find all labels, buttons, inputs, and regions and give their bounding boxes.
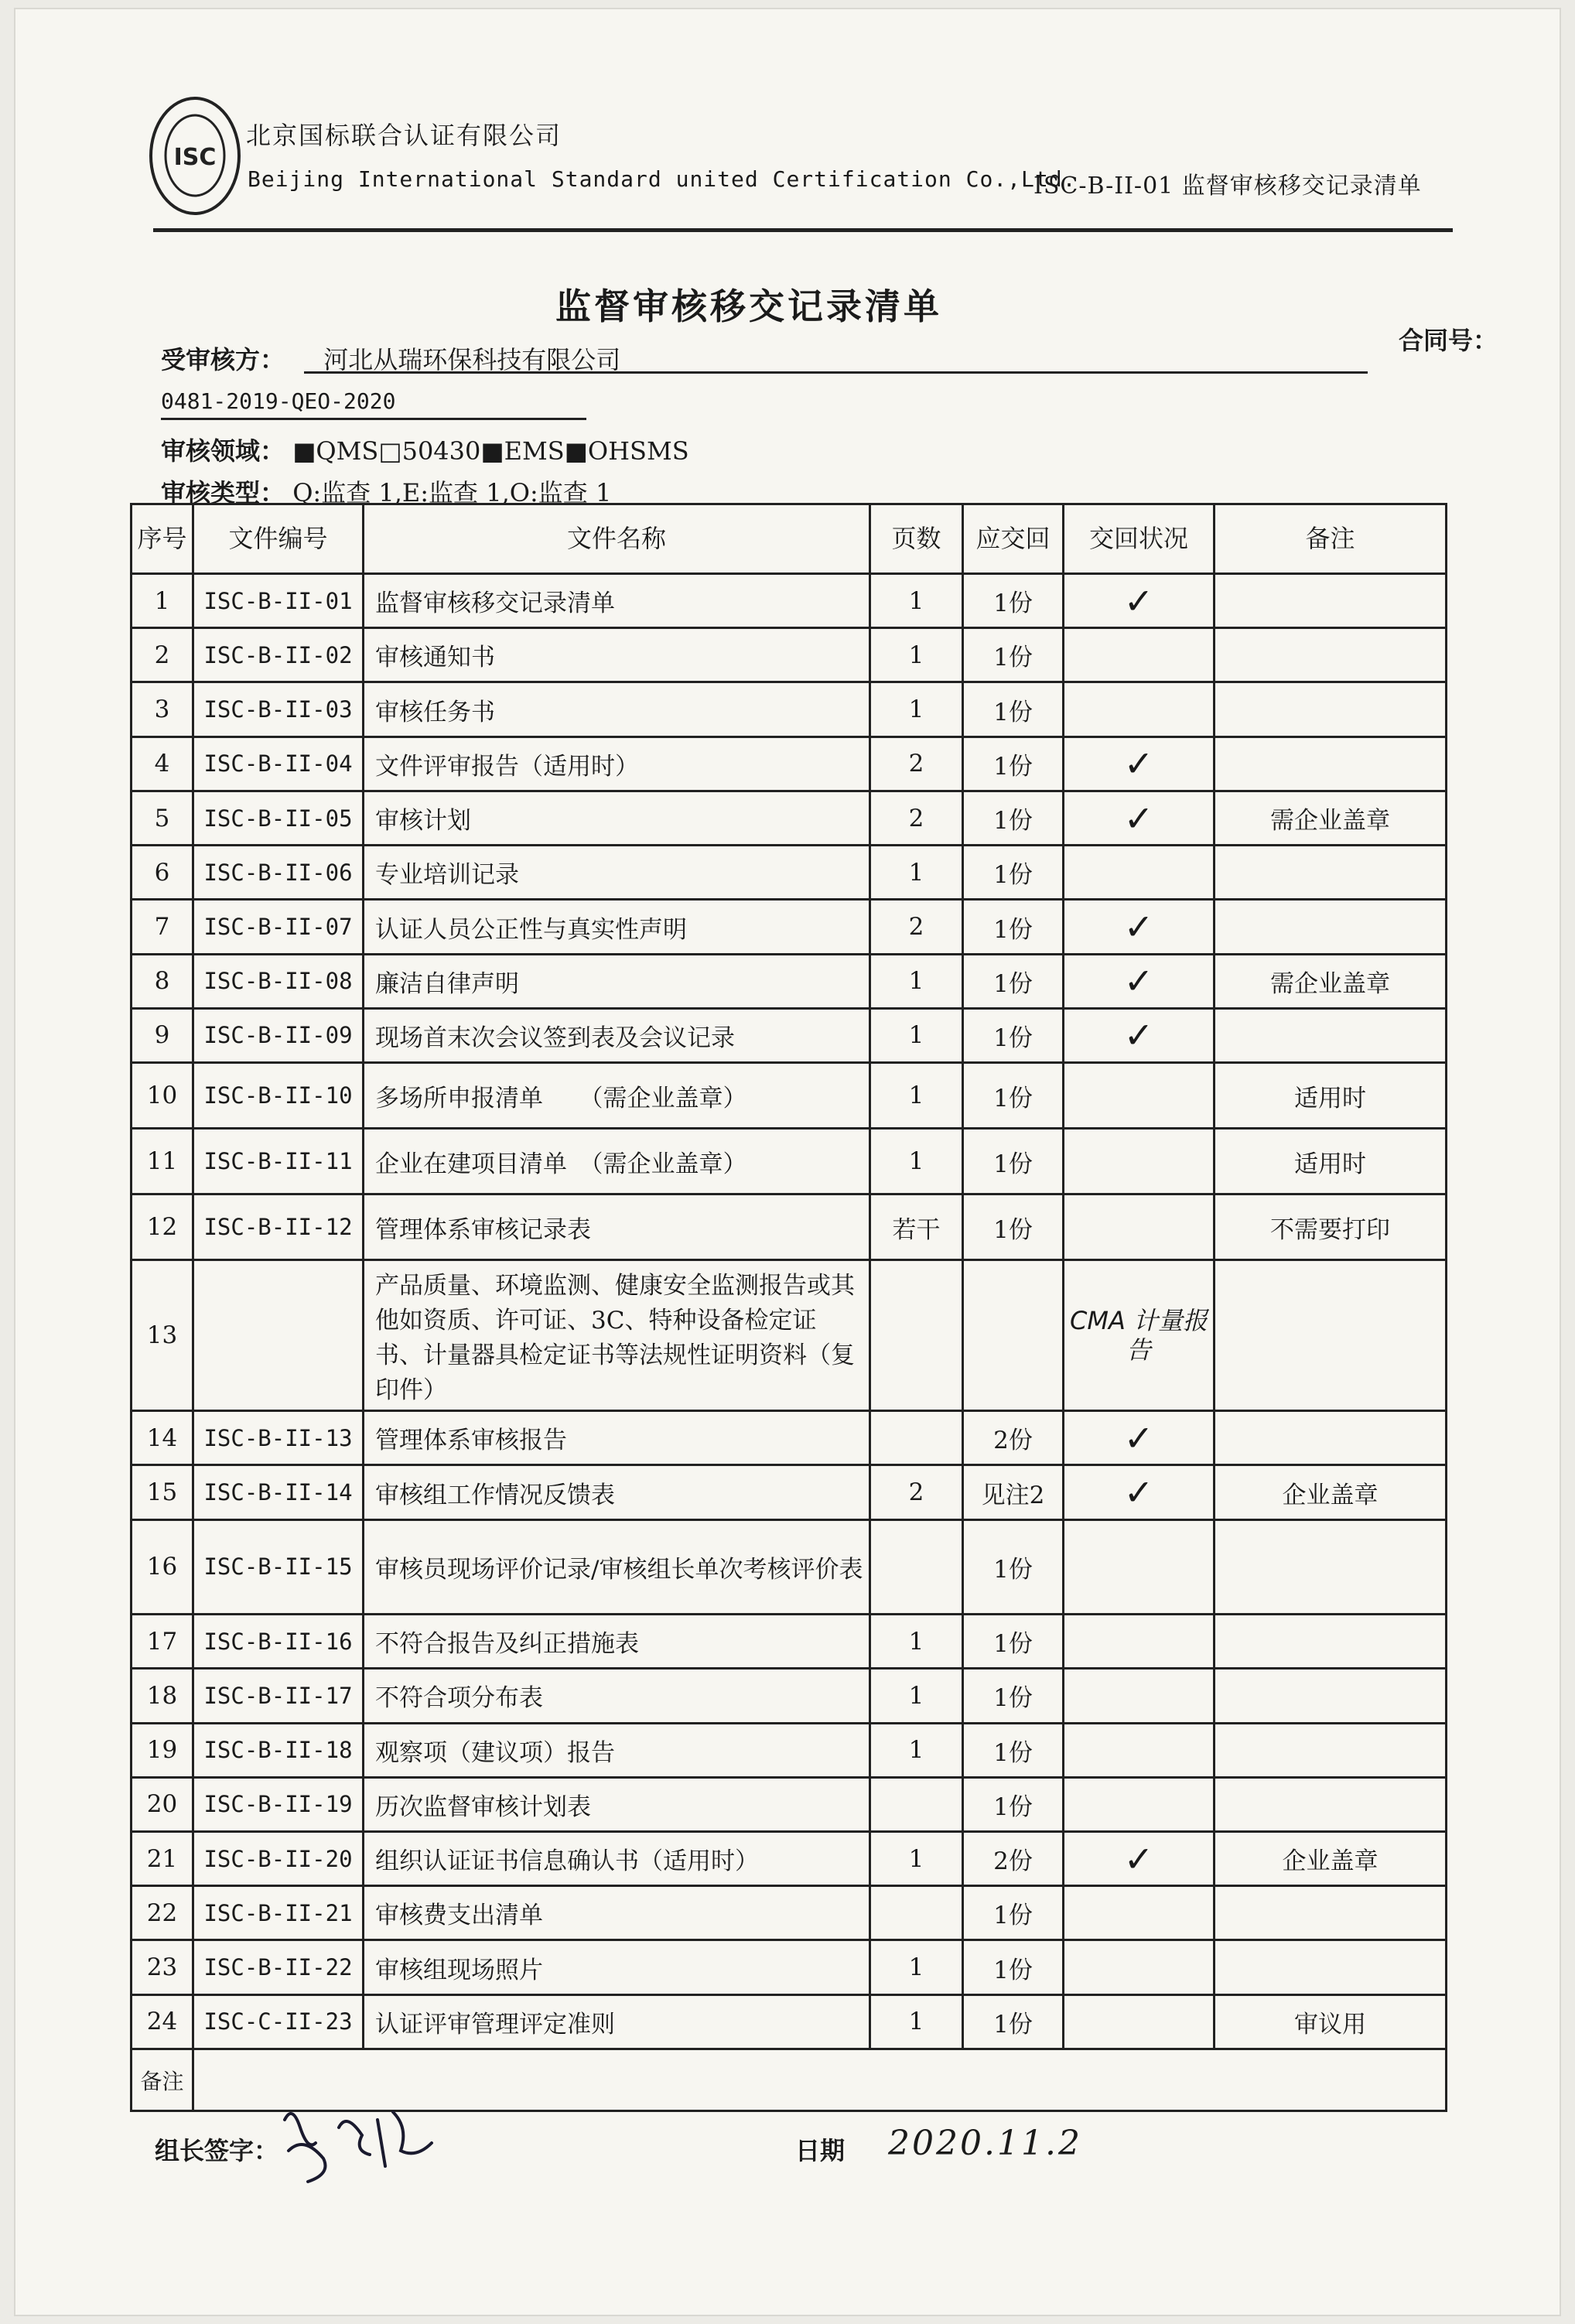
cell-remark — [1215, 1940, 1447, 1994]
header-divider — [153, 228, 1453, 232]
cell-status — [1064, 1886, 1215, 1940]
cell-pages: 2 — [870, 737, 963, 791]
cell-status: ✓ — [1064, 1411, 1215, 1465]
contract-underline — [161, 418, 586, 420]
table-row — [132, 1008, 1447, 1062]
cell-remark — [1215, 1615, 1447, 1669]
cell-no: 4 — [132, 737, 193, 791]
logo-text: ISC — [173, 144, 217, 171]
cell-remark — [1215, 1519, 1447, 1614]
cell-no: 2 — [132, 628, 193, 682]
cell-copies: 1份 — [963, 1008, 1064, 1062]
cell-status: ✓ — [1064, 1465, 1215, 1519]
cell-code: ISC-B-II-18 — [193, 1723, 364, 1777]
cell-name: 管理体系审核记录表 — [364, 1194, 870, 1260]
cell-no: 19 — [132, 1723, 193, 1777]
cell-code: ISC-B-II-16 — [193, 1615, 364, 1669]
cell-remark: 不需要打印 — [1215, 1194, 1447, 1260]
notes-label: 备注 — [132, 2049, 193, 2111]
header-copies: 应交回 — [963, 504, 1064, 574]
cell-status: ✓ — [1064, 791, 1215, 845]
header-remark: 备注 — [1215, 504, 1447, 574]
cell-copies: 2份 — [963, 1411, 1064, 1465]
cell-remark — [1215, 682, 1447, 737]
cell-name: 监督审核移交记录清单 — [364, 574, 870, 628]
cell-code — [193, 1260, 364, 1411]
cell-copies: 1份 — [963, 1994, 1064, 2049]
cell-remark — [1215, 846, 1447, 900]
date-value: 2020.11.2 — [888, 2124, 1082, 2163]
cell-copies: 见注2 — [963, 1465, 1064, 1519]
audit-field-row — [161, 432, 689, 467]
cell-pages: 1 — [870, 1008, 963, 1062]
cell-no: 5 — [132, 791, 193, 845]
cell-pages: 1 — [870, 574, 963, 628]
cell-copies: 1份 — [963, 1194, 1064, 1260]
cell-status: ✓ — [1064, 574, 1215, 628]
cell-status — [1064, 1129, 1215, 1194]
cell-no: 18 — [132, 1669, 193, 1723]
cell-code: ISC-B-II-14 — [193, 1465, 364, 1519]
cell-copies: 1份 — [963, 682, 1064, 737]
cell-copies: 1份 — [963, 900, 1064, 954]
cell-no: 14 — [132, 1411, 193, 1465]
table-row — [132, 628, 1447, 682]
table-row — [132, 1129, 1447, 1194]
cell-code: ISC-B-II-08 — [193, 954, 364, 1008]
table-row — [132, 682, 1447, 737]
cell-status — [1064, 1669, 1215, 1723]
cell-code: ISC-B-II-09 — [193, 1008, 364, 1062]
cell-name: 认证人员公正性与真实性声明 — [364, 900, 870, 954]
cell-name: 现场首末次会议签到表及会议记录 — [364, 1008, 870, 1062]
cell-remark — [1215, 628, 1447, 682]
cell-name: 观察项（建议项）报告 — [364, 1723, 870, 1777]
contract-value: 0481-2019-QEO-2020 — [161, 388, 396, 414]
cell-remark: 适用时 — [1215, 1063, 1447, 1129]
cell-status — [1064, 1994, 1215, 2049]
cell-copies: 1份 — [963, 846, 1064, 900]
cell-no: 12 — [132, 1194, 193, 1260]
company-name-en: Beijing International Standard united Certification Co.,Ltd. — [248, 166, 1077, 192]
cell-remark — [1215, 1260, 1447, 1411]
cell-copies: 1份 — [963, 791, 1064, 845]
cell-status — [1064, 1777, 1215, 1831]
cell-status — [1064, 1063, 1215, 1129]
cell-no: 10 — [132, 1063, 193, 1129]
cell-remark: 企业盖章 — [1215, 1465, 1447, 1519]
table-row — [132, 1777, 1447, 1831]
table-row — [132, 1940, 1447, 1994]
cell-no: 9 — [132, 1008, 193, 1062]
cell-no: 16 — [132, 1519, 193, 1614]
table-row — [132, 1063, 1447, 1129]
cell-status — [1064, 1723, 1215, 1777]
cell-copies: 1份 — [963, 628, 1064, 682]
cell-name: 管理体系审核报告 — [364, 1411, 870, 1465]
header-pages: 页数 — [870, 504, 963, 574]
table-row — [132, 1615, 1447, 1669]
transfer-record-table — [130, 503, 1447, 2112]
cell-pages — [870, 1411, 963, 1465]
cell-status — [1064, 1615, 1215, 1669]
table-row — [132, 846, 1447, 900]
header-status: 交回状况 — [1064, 504, 1215, 574]
cell-name: 组织认证证书信息确认书（适用时） — [364, 1832, 870, 1886]
table-row — [132, 1832, 1447, 1886]
cell-copies: 1份 — [963, 1777, 1064, 1831]
cell-code: ISC-B-II-11 — [193, 1129, 364, 1194]
cell-no: 1 — [132, 574, 193, 628]
cell-pages — [870, 1519, 963, 1614]
cell-remark — [1215, 737, 1447, 791]
cell-name: 不符合项分布表 — [364, 1669, 870, 1723]
cell-pages — [870, 1777, 963, 1831]
table-row — [132, 1886, 1447, 1940]
table-row — [132, 1260, 1447, 1411]
cell-no: 21 — [132, 1832, 193, 1886]
cell-remark: 审议用 — [1215, 1994, 1447, 2049]
cell-no: 7 — [132, 900, 193, 954]
cell-remark — [1215, 1723, 1447, 1777]
cell-pages: 1 — [870, 1063, 963, 1129]
cell-pages: 2 — [870, 791, 963, 845]
cell-pages: 2 — [870, 900, 963, 954]
cell-pages: 1 — [870, 682, 963, 737]
cell-remark — [1215, 1008, 1447, 1062]
cell-status: ✓ — [1064, 954, 1215, 1008]
cell-status: ✓ — [1064, 1832, 1215, 1886]
table-row — [132, 737, 1447, 791]
cell-name: 审核组现场照片 — [364, 1940, 870, 1994]
cell-copies: 1份 — [963, 1886, 1064, 1940]
table-row — [132, 1669, 1447, 1723]
cell-code: ISC-B-II-10 — [193, 1063, 364, 1129]
cell-copies: 1份 — [963, 954, 1064, 1008]
document-title: 监督审核移交记录清单 — [555, 285, 942, 327]
auditee-underline — [304, 371, 1368, 374]
cell-code: ISC-B-II-12 — [193, 1194, 364, 1260]
cell-code: ISC-B-II-15 — [193, 1519, 364, 1614]
table-row — [132, 1194, 1447, 1260]
table-row — [132, 1465, 1447, 1519]
cell-no: 8 — [132, 954, 193, 1008]
table-row — [132, 791, 1447, 845]
cell-name: 历次监督审核计划表 — [364, 1777, 870, 1831]
cell-remark — [1215, 1886, 1447, 1940]
company-name-cn: 北京国标联合认证有限公司 — [246, 121, 562, 150]
cell-name: 审核员现场评价记录/审核组长单次考核评价表 — [364, 1519, 870, 1614]
cell-name: 不符合报告及纠正措施表 — [364, 1615, 870, 1669]
cell-copies: 1份 — [963, 1519, 1064, 1614]
cell-code: ISC-B-II-20 — [193, 1832, 364, 1886]
cell-code: ISC-B-II-07 — [193, 900, 364, 954]
table-row — [132, 900, 1447, 954]
contract-label: 合同号： — [1399, 326, 1498, 355]
table-row — [132, 1994, 1447, 2049]
cell-pages: 1 — [870, 1723, 963, 1777]
cell-code: ISC-B-II-17 — [193, 1669, 364, 1723]
cell-status — [1064, 1519, 1215, 1614]
cell-copies: 1份 — [963, 1129, 1064, 1194]
table-row — [132, 1519, 1447, 1614]
cell-remark — [1215, 900, 1447, 954]
cell-code: ISC-C-II-23 — [193, 1994, 364, 2049]
cell-no: 6 — [132, 846, 193, 900]
cell-no: 15 — [132, 1465, 193, 1519]
header-code: 文件编号 — [193, 504, 364, 574]
cell-status — [1064, 628, 1215, 682]
cell-no: 17 — [132, 1615, 193, 1669]
table-row — [132, 1723, 1447, 1777]
table-header-row — [132, 504, 1447, 574]
cell-pages: 1 — [870, 1615, 963, 1669]
cell-status: ✓ — [1064, 1008, 1215, 1062]
cell-code: ISC-B-II-21 — [193, 1886, 364, 1940]
cell-name: 审核任务书 — [364, 682, 870, 737]
table-row — [132, 574, 1447, 628]
cell-status — [1064, 1940, 1215, 1994]
cell-copies: 1份 — [963, 574, 1064, 628]
cell-remark: 适用时 — [1215, 1129, 1447, 1194]
cell-status — [1064, 1194, 1215, 1260]
cell-remark — [1215, 574, 1447, 628]
document-page — [14, 8, 1561, 2316]
cell-no: 22 — [132, 1886, 193, 1940]
cell-pages: 1 — [870, 1940, 963, 1994]
cell-remark: 需企业盖章 — [1215, 954, 1447, 1008]
cell-status — [1064, 846, 1215, 900]
cell-code: ISC-B-II-22 — [193, 1940, 364, 1994]
cell-remark — [1215, 1669, 1447, 1723]
cell-name: 多场所申报清单 （需企业盖章） — [364, 1063, 870, 1129]
cell-code: ISC-B-II-05 — [193, 791, 364, 845]
cell-status — [1064, 682, 1215, 737]
cell-remark — [1215, 1777, 1447, 1831]
cell-copies: 1份 — [963, 1723, 1064, 1777]
cell-name: 专业培训记录 — [364, 846, 870, 900]
cell-no: 20 — [132, 1777, 193, 1831]
cell-remark — [1215, 1411, 1447, 1465]
cell-copies: 1份 — [963, 1669, 1064, 1723]
form-code: ISC-B-II-01 监督审核移交记录清单 — [1033, 173, 1422, 200]
cell-name: 审核组工作情况反馈表 — [364, 1465, 870, 1519]
audit-type-value: Q:监查 1,E:监查 1,O:监查 1 — [292, 478, 612, 508]
cell-pages: 1 — [870, 1129, 963, 1194]
cell-pages: 1 — [870, 1832, 963, 1886]
cell-no: 24 — [132, 1994, 193, 2049]
cell-name: 审核计划 — [364, 791, 870, 845]
cell-code: ISC-B-II-04 — [193, 737, 364, 791]
cell-code: ISC-B-II-02 — [193, 628, 364, 682]
cell-pages: 若干 — [870, 1194, 963, 1260]
cell-status: CMA 计量报告 — [1064, 1260, 1215, 1411]
cell-name: 认证评审管理评定准则 — [364, 1994, 870, 2049]
table-row — [132, 1411, 1447, 1465]
auditee-label: 受审核方： — [161, 345, 285, 374]
cell-pages: 1 — [870, 846, 963, 900]
leader-signature — [269, 2097, 439, 2192]
cell-no: 23 — [132, 1940, 193, 1994]
cell-name: 审核费支出清单 — [364, 1886, 870, 1940]
cell-copies: 1份 — [963, 737, 1064, 791]
cell-code: ISC-B-II-03 — [193, 682, 364, 737]
cell-no: 3 — [132, 682, 193, 737]
date-label: 日期 — [795, 2136, 846, 2165]
cell-copies: 1份 — [963, 1615, 1064, 1669]
cell-status: ✓ — [1064, 737, 1215, 791]
cell-remark: 企业盖章 — [1215, 1832, 1447, 1886]
cell-pages: 1 — [870, 1994, 963, 2049]
cell-copies: 2份 — [963, 1832, 1064, 1886]
cell-code: ISC-B-II-01 — [193, 574, 364, 628]
cell-no: 11 — [132, 1129, 193, 1194]
cell-code: ISC-B-II-19 — [193, 1777, 364, 1831]
audit-field-label: 审核领域： — [161, 436, 285, 466]
audit-type-label: 审核类型： — [161, 478, 285, 508]
cell-code: ISC-B-II-13 — [193, 1411, 364, 1465]
cell-pages — [870, 1886, 963, 1940]
cell-pages — [870, 1260, 963, 1411]
cell-code: ISC-B-II-06 — [193, 846, 364, 900]
header-name: 文件名称 — [364, 504, 870, 574]
cell-remark: 需企业盖章 — [1215, 791, 1447, 845]
cell-pages: 2 — [870, 1465, 963, 1519]
cell-copies — [963, 1260, 1064, 1411]
cell-name: 产品质量、环境监测、健康安全监测报告或其他如资质、许可证、3C、特种设备检定证书、计量器具检定证书等法规性证明资料（复印件） — [364, 1260, 870, 1411]
cell-name: 文件评审报告（适用时） — [364, 737, 870, 791]
cell-pages: 1 — [870, 1669, 963, 1723]
cell-copies: 1份 — [963, 1063, 1064, 1129]
cell-name: 企业在建项目清单 （需企业盖章） — [364, 1129, 870, 1194]
cell-status: ✓ — [1064, 900, 1215, 954]
cell-name: 廉洁自律声明 — [364, 954, 870, 1008]
cell-no: 13 — [132, 1260, 193, 1411]
leader-signature-label: 组长签字： — [155, 2136, 279, 2165]
auditee-value: 河北从瑞环保科技有限公司 — [323, 345, 621, 374]
cell-pages: 1 — [870, 954, 963, 1008]
company-logo — [149, 97, 241, 215]
cell-copies: 1份 — [963, 1940, 1064, 1994]
cell-pages: 1 — [870, 628, 963, 682]
table-row — [132, 954, 1447, 1008]
audit-field-value: ■QMS□50430■EMS■OHSMS — [292, 436, 689, 466]
cell-name: 审核通知书 — [364, 628, 870, 682]
header-no: 序号 — [132, 504, 193, 574]
